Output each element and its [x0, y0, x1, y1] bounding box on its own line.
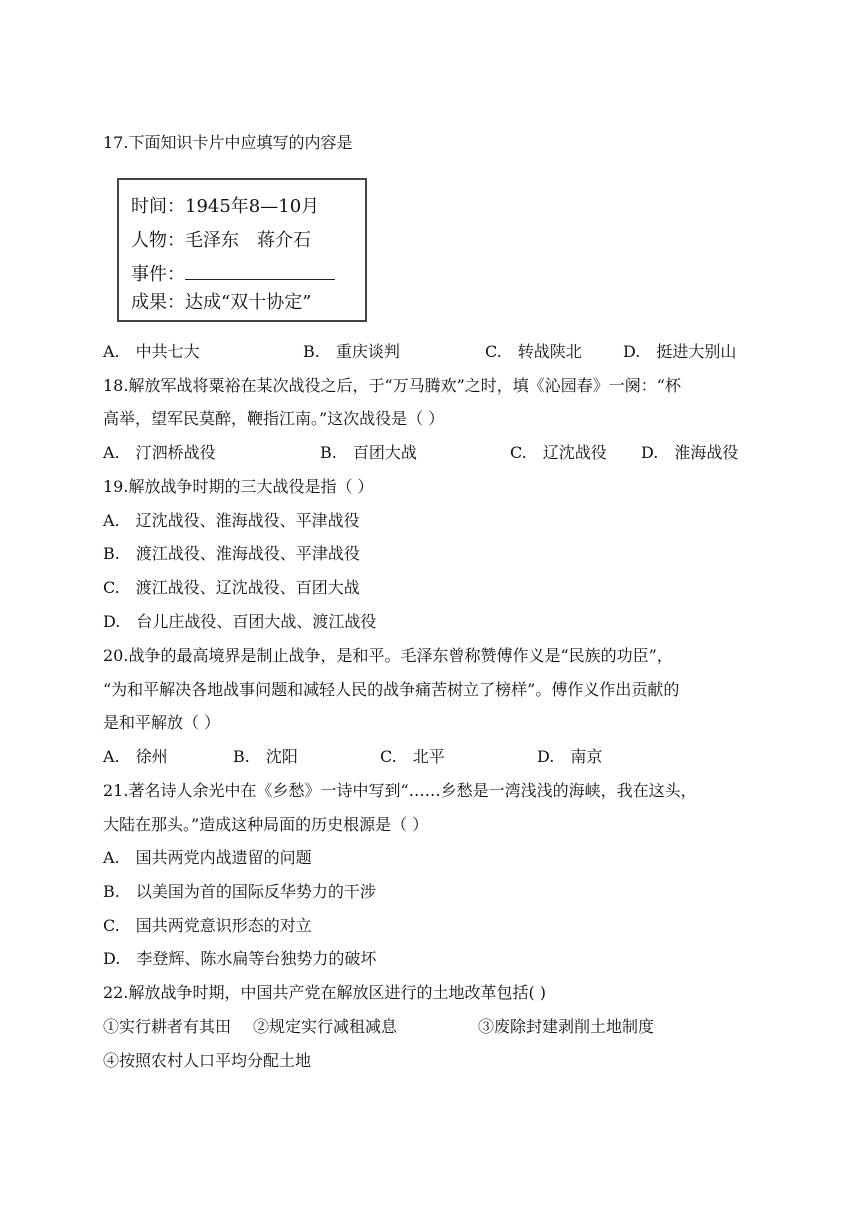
- card-time: 时间：1945年8—10月: [131, 196, 320, 217]
- card-result: 成果：达成“双十协定”: [131, 292, 312, 313]
- card-event-label: 事件：: [131, 264, 185, 285]
- question-22-stem: 22.解放战争时期，中国共产党在解放区进行的土地改革包括( ): [103, 983, 547, 1002]
- question-22-items-row1: [103, 1015, 763, 1039]
- option-d[interactable]: D. 淮海战役: [641, 443, 739, 462]
- option-d[interactable]: D. 南京: [537, 747, 603, 766]
- option-c[interactable]: C. 转战陕北: [485, 342, 582, 361]
- question-19-option-c[interactable]: C. 渡江战役、辽沈战役、百团大战: [103, 578, 360, 597]
- question-21-option-c[interactable]: C. 国共两党意识形态的对立: [103, 916, 312, 935]
- question-21-stem-line2: 大陆在那头。”造成这种局面的历史根源是（ ）: [103, 815, 429, 834]
- item-3: ③废除封建剥削土地制度: [478, 1017, 655, 1036]
- question-17-stem: 17.下面知识卡片中应填写的内容是: [103, 133, 353, 152]
- question-18-stem-line1: 18.解放军战将粟裕在某次战役之后，于“万马腾欢”之时，填《沁园春》一阕：“杯: [103, 376, 681, 395]
- item-1: ①实行耕者有其田: [103, 1017, 232, 1036]
- question-21-option-b[interactable]: B. 以美国为首的国际反华势力的干涉: [103, 882, 376, 901]
- question-19-stem: 19.解放战争时期的三大战役是指（ ）: [103, 477, 374, 496]
- option-c[interactable]: C. 辽沈战役: [510, 443, 607, 462]
- question-22-item-4: ④按照农村人口平均分配土地: [103, 1051, 312, 1070]
- option-a[interactable]: A. 中共七大: [103, 342, 200, 361]
- question-20-stem-line1: 20.战争的最高境界是制止战争，是和平。毛泽东曾称赞傅作义是“民族的功臣”，: [103, 646, 673, 665]
- card-event: [131, 260, 335, 286]
- question-17-options: [103, 340, 763, 364]
- question-19-option-a[interactable]: A. 辽沈战役、淮海战役、平津战役: [103, 511, 360, 530]
- item-2: ②规定实行减租减息: [253, 1017, 398, 1036]
- question-18-stem-line2: 高举，望军民莫醉，鞭指江南。”这次战役是（ ）: [103, 409, 445, 428]
- card-event-blank: [185, 261, 335, 280]
- option-a[interactable]: A. 汀泗桥战役: [103, 443, 216, 462]
- question-20-stem-line2: “为和平解决各地战事问题和减轻人民的战争痛苦树立了榜样”。傅作义作出贡献的: [103, 680, 680, 699]
- question-21-option-a[interactable]: A. 国共两党内战遗留的问题: [103, 848, 312, 867]
- question-20-stem-line3: 是和平解放（ ）: [103, 713, 221, 732]
- card-people: 人物：毛泽东 蒋介石: [131, 230, 311, 251]
- option-b[interactable]: B. 百团大战: [320, 443, 417, 462]
- question-20-options: [103, 745, 763, 769]
- option-b[interactable]: B. 沈阳: [233, 747, 298, 766]
- option-d[interactable]: D. 挺进大别山: [623, 342, 737, 361]
- question-18-options: [103, 441, 763, 465]
- option-c[interactable]: C. 北平: [380, 747, 445, 766]
- question-19-option-d[interactable]: D. 台儿庄战役、百团大战、渡江战役: [103, 612, 377, 631]
- option-a[interactable]: A. 徐州: [103, 747, 168, 766]
- question-19-option-b[interactable]: B. 渡江战役、淮海战役、平津战役: [103, 544, 360, 563]
- knowledge-card: [117, 178, 367, 322]
- option-b[interactable]: B. 重庆谈判: [303, 342, 400, 361]
- question-21-stem-line1: 21.著名诗人余光中在《乡愁》一诗中写到“……乡愁是一湾浅浅的海峡，我在这头，: [103, 781, 697, 800]
- question-21-option-d[interactable]: D. 李登辉、陈水扁等台独势力的破坏: [103, 949, 377, 968]
